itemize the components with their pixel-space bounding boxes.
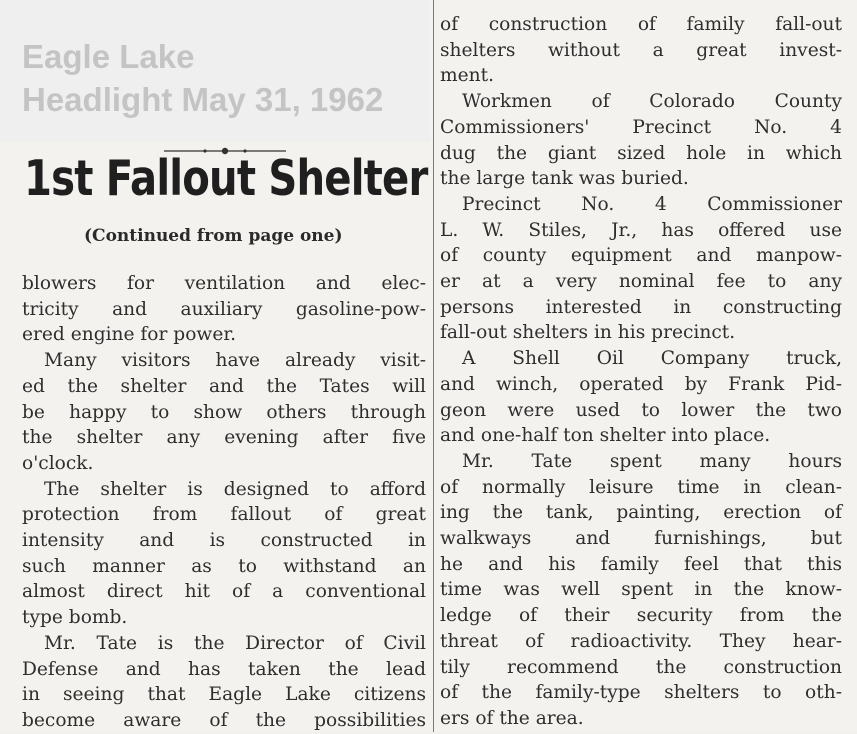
column-divider — [433, 0, 434, 732]
text-line: Many visitors have already visit- — [44, 350, 426, 372]
text-line: tricity and auxiliary gasoline-pow- — [22, 298, 426, 320]
article-column-right — [440, 12, 842, 732]
text-line: be happy to show others through — [22, 401, 426, 423]
text-line: tily recommend the construction — [440, 656, 842, 678]
text-line: A Shell Oil Company truck, — [462, 348, 842, 370]
article-headline: 1st Fallout Shelter — [24, 150, 428, 207]
text-line: Precinct No. 4 Commissioner — [462, 193, 842, 215]
text-line: persons interested in constructing — [440, 296, 842, 318]
text-line: of county equipment and manpow- — [440, 245, 842, 267]
text-line: in seeing that Eagle Lake citizens — [22, 684, 426, 706]
text-line: he and his family feel that this — [440, 553, 842, 575]
text-line: Defense and has taken the lead — [22, 658, 426, 680]
text-line: intensity and is constructed in — [22, 530, 426, 552]
text-line: dug the giant sized hole in which — [440, 142, 842, 164]
text-line: ers of the area. — [440, 707, 584, 729]
text-line: ing the tank, painting, erection of — [440, 502, 842, 524]
text-line: walkways and furnishings, but — [440, 528, 842, 550]
text-line: Workmen of Colorado County — [462, 91, 842, 113]
text-line: o'clock. — [22, 452, 94, 474]
text-line: of construction of family fall-out — [440, 14, 842, 35]
text-line: and winch, operated by Frank Pid- — [440, 373, 842, 395]
article-column-left — [22, 271, 426, 734]
text-line: ment. — [440, 65, 494, 87]
text-line: blowers for ventilation and elec- — [22, 273, 426, 294]
text-line: ered engine for power. — [22, 324, 237, 346]
text-line: geon were used to lower the two — [440, 399, 842, 421]
text-line: Mr. Tate spent many hours — [462, 450, 842, 472]
text-line: and one-half ton shelter into place. — [440, 425, 771, 447]
text-line: Mr. Tate is the Director of Civil — [44, 632, 426, 654]
text-line: time was well spent in the know- — [440, 579, 842, 601]
text-line: L. W. Stiles, Jr., has offered use — [440, 219, 842, 241]
source-caption — [0, 0, 430, 142]
text-line: er at a very nominal fee to any — [440, 271, 842, 293]
text-line: the shelter any evening after five — [22, 427, 426, 449]
text-line: protection from fallout of great — [22, 504, 426, 526]
text-line: The shelter is designed to afford — [44, 478, 426, 500]
text-line: ed the shelter and the Tates will — [22, 375, 426, 397]
caption-paper-name: Eagle Lake — [22, 38, 195, 75]
text-line: type bomb. — [22, 607, 128, 629]
text-line: of normally leisure time in clean- — [440, 476, 842, 498]
text-line: almost direct hit of a conventional — [22, 581, 426, 603]
text-line: fall-out shelters in his precinct. — [440, 322, 736, 344]
text-line: shelters without a great invest- — [440, 39, 842, 61]
text-line: such manner as to withstand an — [22, 555, 426, 577]
text-line: ledge of their security from the — [440, 605, 842, 627]
text-line: the large tank was buried. — [440, 168, 689, 190]
text-line: Commissioners' Precinct No. 4 — [440, 116, 842, 138]
text-line: of the family-type shelters to oth- — [440, 682, 842, 704]
continued-note: (Continued from page one) — [84, 226, 343, 246]
text-line: become aware of the possibilities — [22, 709, 426, 731]
caption-date: Headlight May 31, 1962 — [22, 81, 384, 118]
text-line: threat of radioactivity. They hear- — [440, 630, 842, 652]
